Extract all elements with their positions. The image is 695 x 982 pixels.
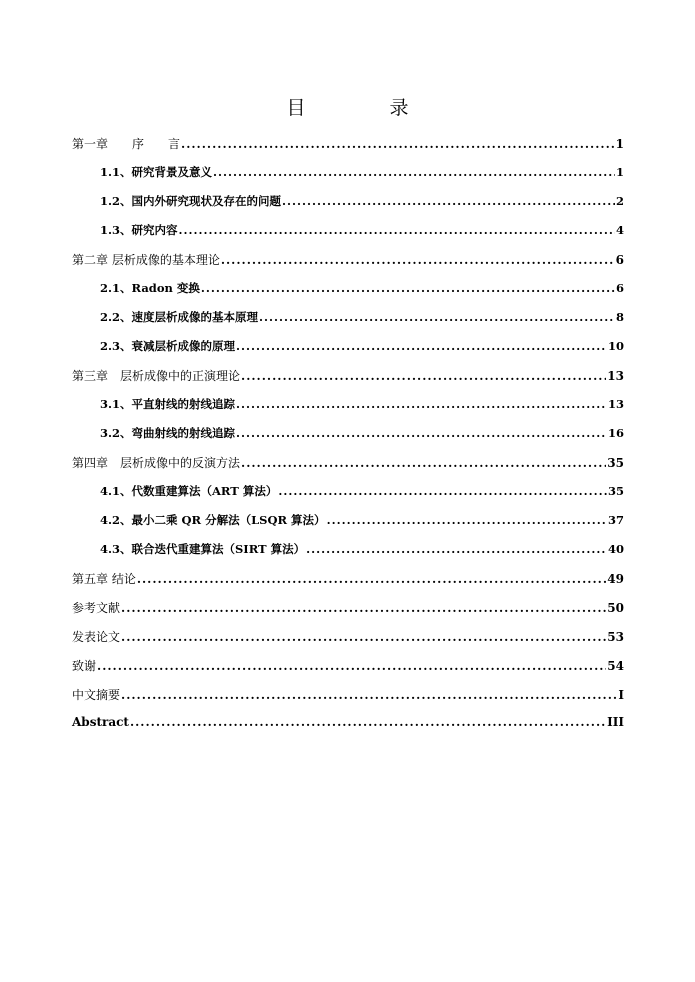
toc-section-entry[interactable]	[72, 483, 624, 512]
toc-entry-page-number: 35	[607, 484, 624, 498]
toc-chapter-entry[interactable]	[72, 657, 624, 686]
toc-chapter-entry[interactable]	[72, 251, 624, 280]
toc-dot-leader	[221, 253, 615, 267]
toc-entry-page-number: 1	[615, 137, 624, 151]
toc-entry-label: 第一章 序 言	[72, 137, 181, 151]
toc-entry-page-number: 10	[607, 339, 624, 353]
toc-section-entry[interactable]	[72, 512, 624, 541]
toc-entry-page-number: 1	[615, 165, 624, 179]
toc-entry-page-number: 2	[615, 194, 624, 208]
toc-entry-label: 第四章 层析成像中的反演方法	[72, 456, 241, 470]
toc-entry-page-number: 50	[607, 601, 624, 615]
page-title-part-2: 录	[389, 97, 409, 119]
toc-entry-label: 1.3、研究内容	[100, 223, 178, 237]
toc-section-entry[interactable]	[72, 338, 624, 367]
toc-entry-label: 参考文献	[72, 601, 121, 615]
toc-entry-label: 4.2、最小二乘 QR 分解法（LSQR 算法）	[100, 513, 326, 527]
toc-entry-page-number: 4	[615, 223, 624, 237]
toc-chapter-entry[interactable]	[72, 570, 624, 599]
toc-entry-page-number: 37	[607, 513, 624, 527]
toc-dot-leader	[306, 542, 607, 556]
toc-entry-label: 2.1、Radon 变换	[100, 281, 200, 295]
toc-entry-page-number: 35	[607, 456, 624, 470]
toc-entry-label: 第五章 结论	[72, 572, 136, 586]
toc-entry-label: 致谢	[72, 659, 97, 673]
toc-section-entry[interactable]	[72, 193, 624, 222]
toc-chapter-entry[interactable]	[72, 135, 624, 164]
toc-dot-leader	[130, 715, 606, 729]
toc-dot-leader	[121, 630, 606, 644]
toc-entry-label: 2.2、速度层析成像的基本原理	[100, 310, 259, 324]
toc-entry-page-number: III	[607, 715, 624, 729]
toc-dot-leader	[282, 194, 615, 208]
toc-entry-label: 中文摘要	[72, 688, 121, 702]
toc-entry-page-number: 13	[607, 397, 624, 411]
toc-entry-page-number: 40	[607, 542, 624, 556]
toc-entry-page-number: 6	[615, 253, 624, 267]
toc-dot-leader	[181, 137, 615, 151]
toc-section-entry[interactable]	[72, 164, 624, 193]
toc-chapter-entry[interactable]	[72, 454, 624, 483]
toc-entry-label: 1.1、研究背景及意义	[100, 165, 213, 179]
toc-entry-label: Abstract	[72, 715, 129, 729]
toc-dot-leader	[327, 513, 607, 527]
toc-entry-label: 2.3、衰减层析成像的原理	[100, 339, 236, 353]
toc-dot-leader	[137, 572, 606, 586]
page-title	[0, 93, 695, 120]
toc-dot-leader	[236, 426, 607, 440]
toc-section-entry[interactable]	[72, 222, 624, 251]
toc-dot-leader	[201, 281, 615, 295]
toc-dot-leader	[241, 456, 606, 470]
table-of-contents	[72, 135, 624, 744]
toc-dot-leader	[179, 223, 615, 237]
toc-dot-leader	[236, 339, 607, 353]
toc-dot-leader	[97, 659, 606, 673]
toc-dot-leader	[121, 688, 617, 702]
toc-entry-label: 第二章 层析成像的基本理论	[72, 253, 220, 267]
toc-section-entry[interactable]	[72, 541, 624, 570]
toc-entry-page-number: 49	[607, 572, 624, 586]
toc-entry-label: 1.2、国内外研究现状及存在的问题	[100, 194, 282, 208]
toc-dot-leader	[278, 484, 607, 498]
toc-entry-label: 第三章 层析成像中的正演理论	[72, 369, 241, 383]
page-title-part-1: 目	[286, 97, 306, 119]
toc-dot-leader	[236, 397, 607, 411]
toc-chapter-entry[interactable]	[72, 715, 624, 744]
toc-entry-label: 4.1、代数重建算法（ART 算法）	[100, 484, 278, 498]
toc-chapter-entry[interactable]	[72, 599, 624, 628]
toc-dot-leader	[213, 165, 615, 179]
toc-entry-label: 3.1、平直射线的射线追踪	[100, 397, 236, 411]
toc-chapter-entry[interactable]	[72, 367, 624, 396]
toc-entry-page-number: 13	[607, 369, 624, 383]
toc-section-entry[interactable]	[72, 280, 624, 309]
toc-entry-label: 4.3、联合迭代重建算法（SIRT 算法）	[100, 542, 306, 556]
toc-entry-page-number: 53	[607, 630, 624, 644]
toc-entry-page-number: 16	[607, 426, 624, 440]
toc-entry-page-number: 54	[607, 659, 624, 673]
toc-entry-label: 3.2、弯曲射线的射线追踪	[100, 426, 236, 440]
toc-dot-leader	[121, 601, 606, 615]
toc-section-entry[interactable]	[72, 396, 624, 425]
toc-chapter-entry[interactable]	[72, 628, 624, 657]
toc-entry-page-number: 6	[615, 281, 624, 295]
toc-dot-leader	[241, 369, 606, 383]
toc-dot-leader	[259, 310, 615, 324]
toc-section-entry[interactable]	[72, 309, 624, 338]
toc-entry-label: 发表论文	[72, 630, 121, 644]
toc-chapter-entry[interactable]	[72, 686, 624, 715]
toc-entry-page-number: 8	[615, 310, 624, 324]
toc-section-entry[interactable]	[72, 425, 624, 454]
toc-entry-page-number: I	[618, 688, 624, 702]
